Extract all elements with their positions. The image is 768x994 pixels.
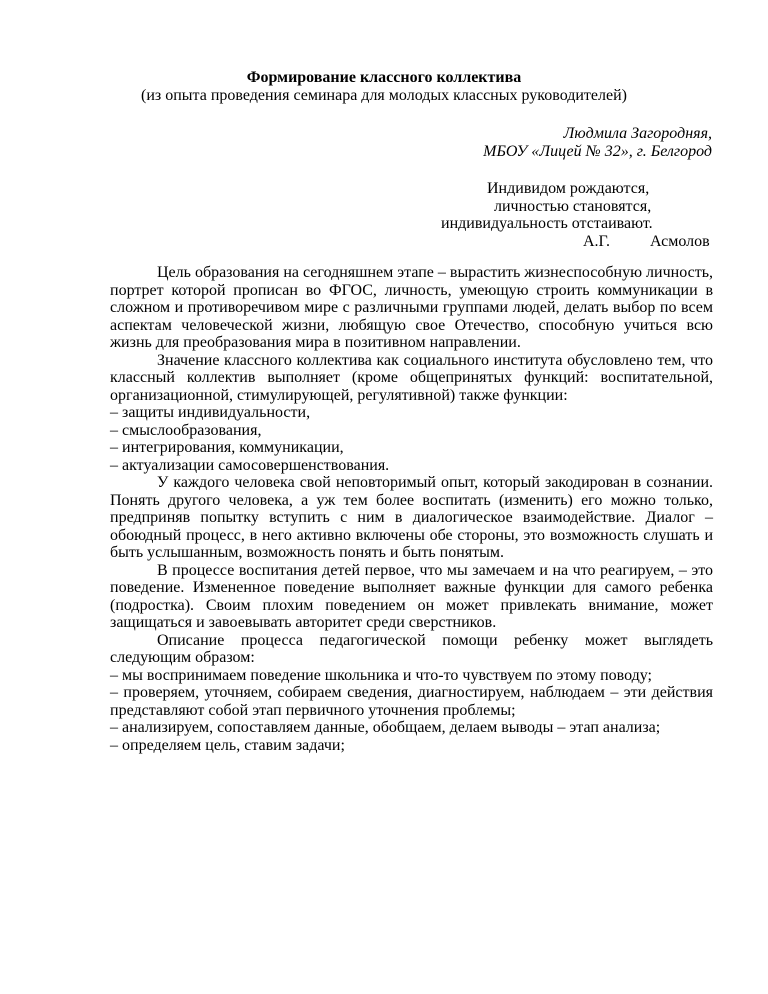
epigraph-line: Индивидом рождаются, bbox=[487, 180, 650, 197]
epigraph-line: индивидуальность отстаивают. bbox=[441, 215, 653, 232]
list-item: – мы воспринимаем поведение школьника и что-то чувствуем по этому поводу; bbox=[110, 666, 652, 684]
paragraph: Цель образования на сегодняшнем этапе – вырастить жизнеспособную личность, портрет которой прописан во ФГОС, личность, умеющую строить коммуникации в сложном и противоречивом мире с различными группами людей, делать выбор по всем аспектам человеческой жизни, любящую свое Отечество, способную учиться всю жизнь для преобразования мира в позитивном направлении. bbox=[110, 264, 713, 351]
epigraph-line: личностью становятся, bbox=[494, 197, 652, 215]
author-block bbox=[483, 125, 712, 160]
list-item: – проверяем, уточняем, собираем сведения, диагностируем, наблюдаем – эти действия представляют собой этап первичного уточнения проблемы; bbox=[110, 684, 713, 719]
paragraph: В процессе воспитания детей первое, что мы замечаем и на что реагируем, – это поведение. Измененное поведение выполняет важные функции для самого ребенка (подростка). Своим плохим поведением он может привлекать внимание, может защищаться и завоевывать авторитет среди сверстников. bbox=[110, 561, 713, 631]
author-name: Людмила Загородняя, bbox=[563, 125, 712, 142]
epigraph-surname: Асмолов bbox=[650, 232, 710, 250]
epigraph-initials: А.Г. bbox=[583, 232, 610, 250]
paragraph: Значение классного коллектива как социального института обусловлено тем, что классный коллектив выполняет (кроме общепринятых функций: воспитательной, организационной, стимулирующей, регулятивной) также функции: bbox=[110, 351, 713, 404]
document-subtitle: (из опыта проведения семинара для молодых классных руководителей) bbox=[141, 86, 627, 104]
document-title: Формирование классного коллектива bbox=[246, 69, 522, 86]
list-item: – анализируем, сопоставляем данные, обобщаем, делаем выводы – этап анализа; bbox=[110, 719, 661, 736]
list-item: – актуализации самосовершенствования. bbox=[110, 456, 390, 474]
author-affiliation: МБОУ «Лицей № 32», г. Белгород bbox=[483, 142, 712, 160]
list-item: – интегрирования, коммуникации, bbox=[110, 439, 344, 456]
list-item: – защиты индивидуальности, bbox=[110, 404, 311, 421]
epigraph bbox=[441, 180, 710, 250]
list-item: – определяем цель, ставим задачи; bbox=[110, 736, 345, 754]
paragraph: Описание процесса педагогической помощи ребенку может выглядеть следующим образом: bbox=[110, 631, 713, 666]
paragraph: У каждого человека свой неповторимый опыт, который закодирован в сознании. Понять другого человека, а уж тем более воспитать (изменить) его можно только, предприняв попытку вступить с ним в диалогическое взаимодействие. Диалог – обоюдный процесс, в него активно включены обе стороны, это возможность слушать и быть услышанным, возможность понять и быть понятым. bbox=[110, 474, 713, 561]
body-text bbox=[110, 264, 713, 754]
epigraph-attribution bbox=[441, 233, 710, 251]
list-item: – смыслообразования, bbox=[110, 421, 262, 439]
